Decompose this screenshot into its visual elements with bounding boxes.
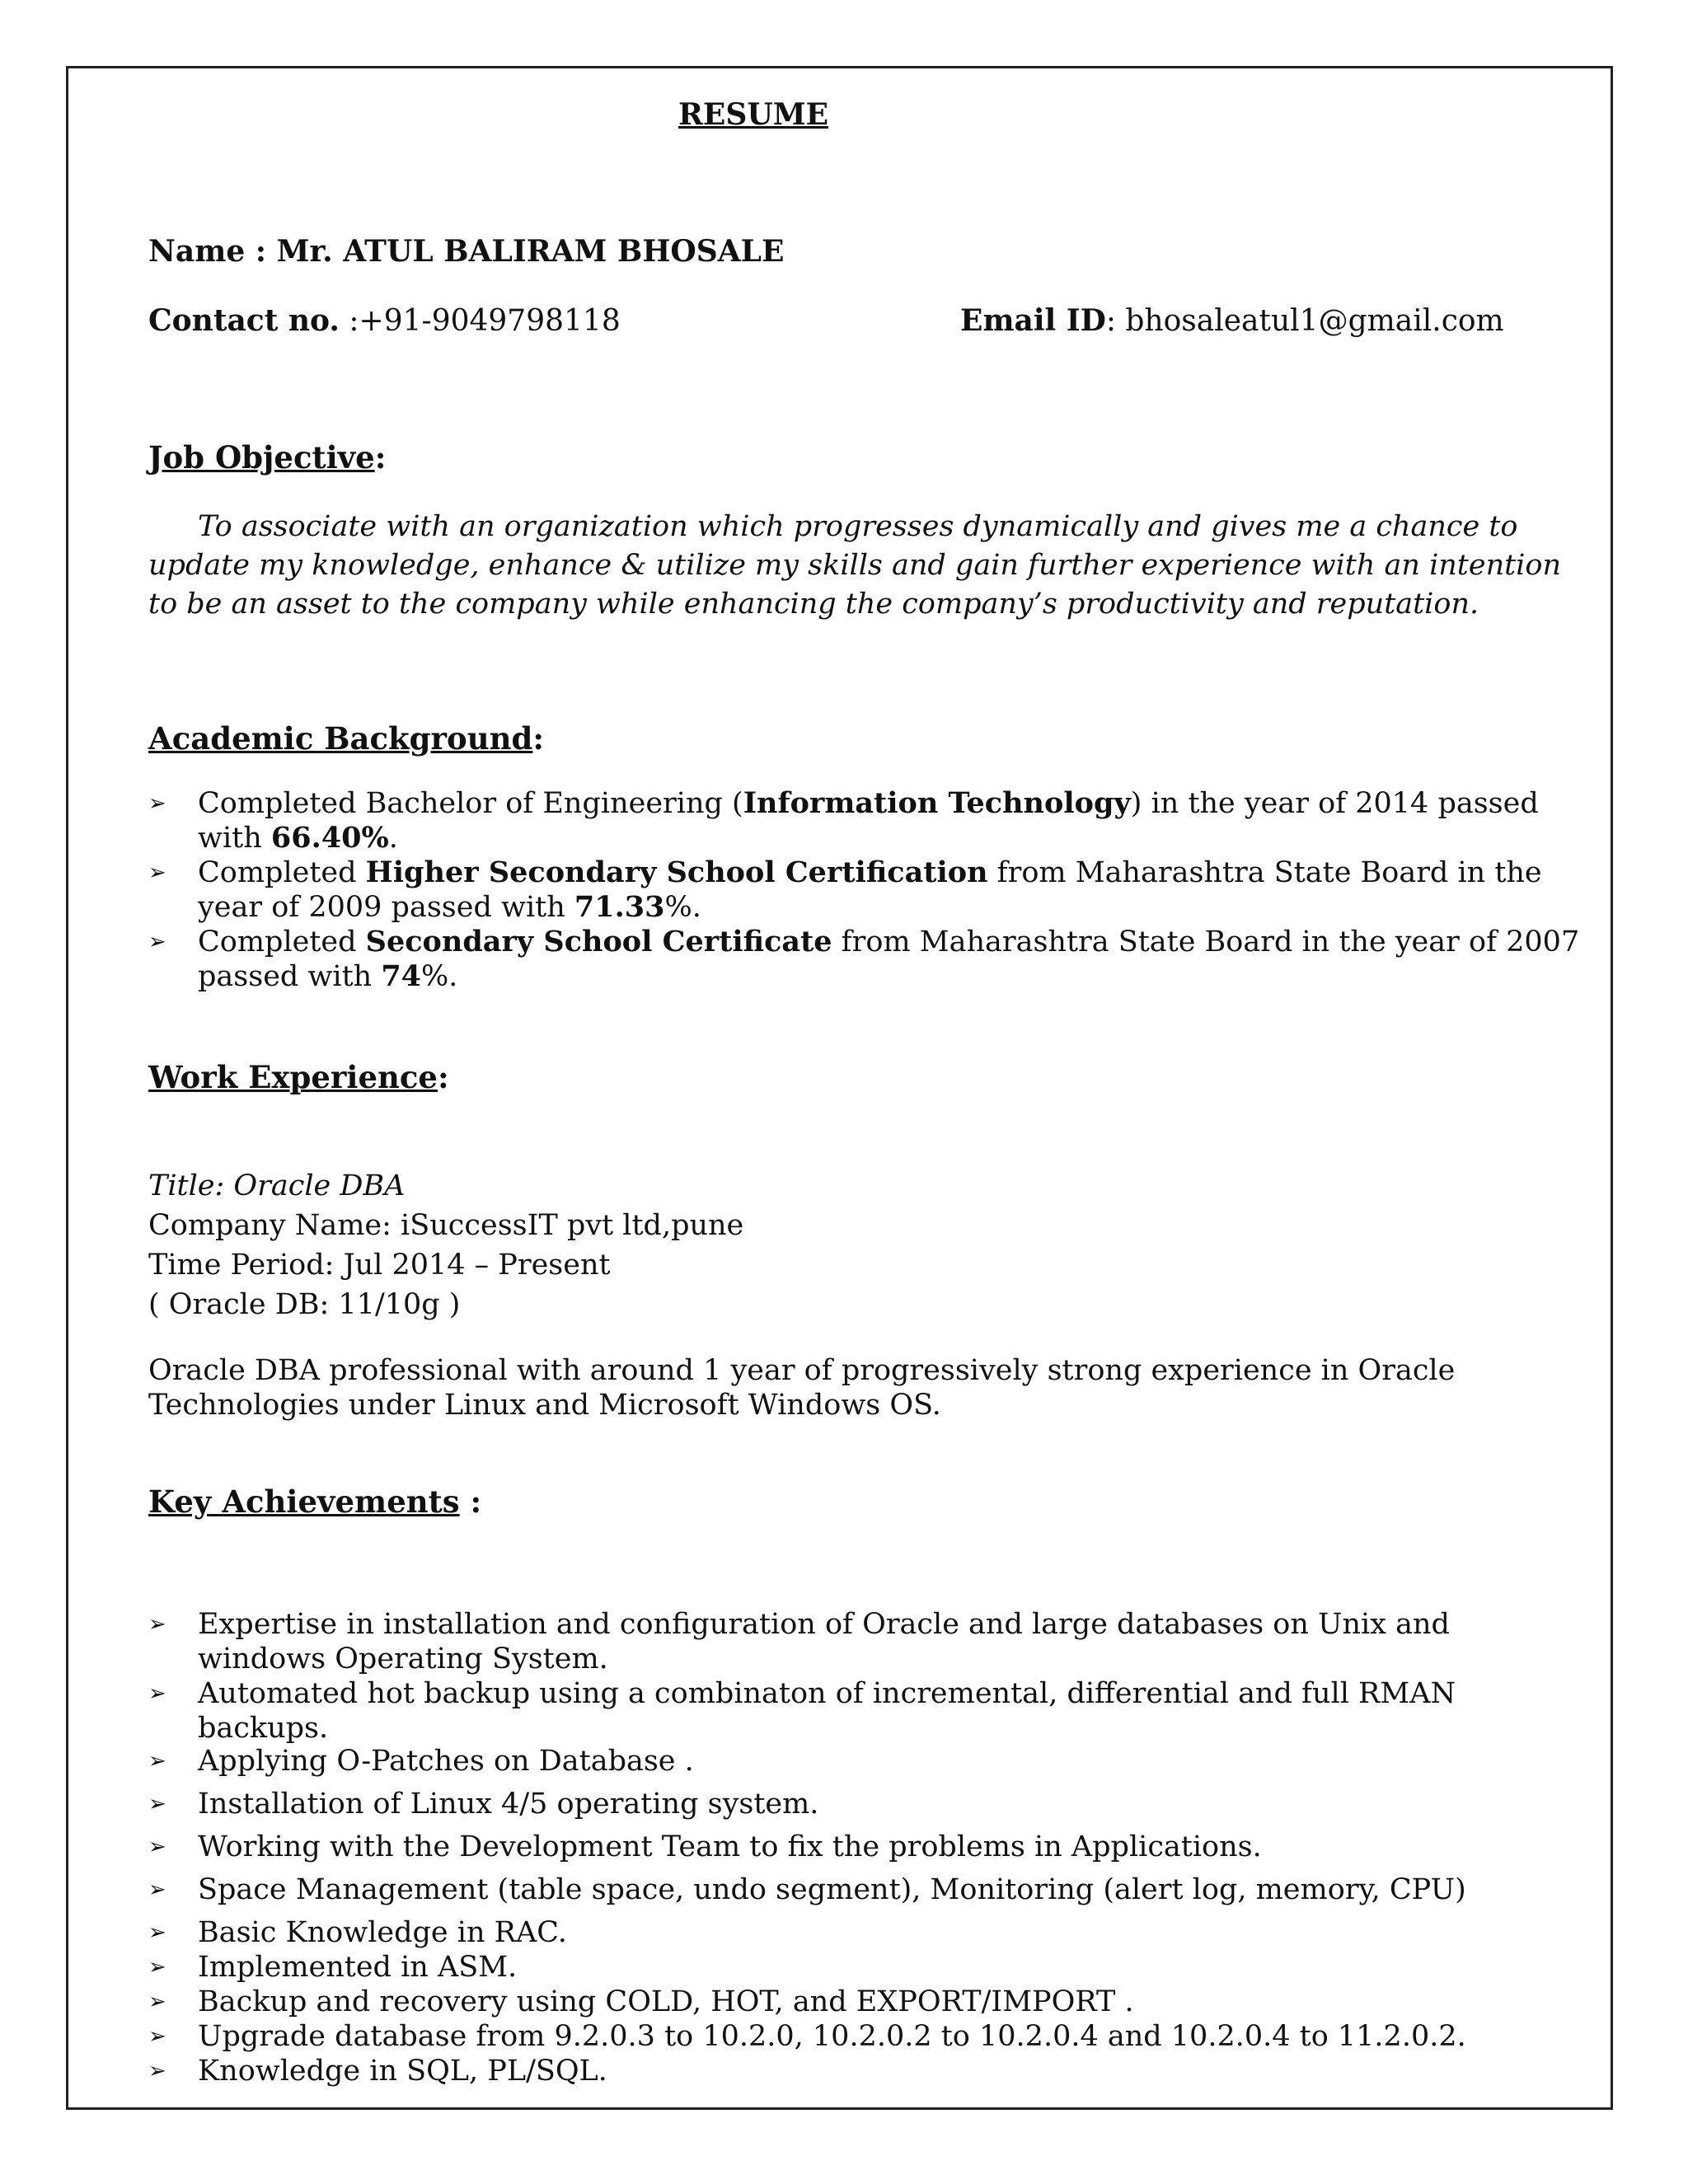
key-achievements-heading-label: Key Achievements xyxy=(148,1483,460,1520)
item-text: ) in the year of 2014 passed with xyxy=(198,787,1539,855)
job-objective-text xyxy=(148,508,1582,624)
contact-value: :+91-9049798118 xyxy=(349,304,621,338)
list-item xyxy=(148,1915,1582,1950)
list-item xyxy=(148,1744,1582,1779)
item-text: from Maharashtra State Board in the year of 2007 passed with xyxy=(198,926,1580,993)
item-bold-text: Higher Secondary School Certification xyxy=(365,855,988,889)
academic-heading xyxy=(148,720,544,757)
item-text: %. xyxy=(421,960,458,993)
list-item xyxy=(148,1950,1582,1985)
arrowhead-bullet-icon: ➢ xyxy=(148,2059,166,2083)
heading-colon: : xyxy=(532,720,545,757)
item-text: Expertise in installation and configuration of Oracle and large databases on Unix and windows Operating System. xyxy=(198,1608,1450,1675)
item-bold-text: Information Technology xyxy=(743,786,1131,820)
item-text: Applying O-Patches on Database . xyxy=(198,1745,694,1778)
key-achievements-heading xyxy=(148,1483,481,1520)
arrowhead-bullet-icon: ➢ xyxy=(148,1955,166,1980)
item-bold-text: 71.33 xyxy=(574,890,665,924)
list-item xyxy=(148,2019,1582,2054)
item-text: Knowledge in SQL, PL/SQL. xyxy=(198,2055,607,2088)
item-text: Completed Bachelor of Engineering ( xyxy=(198,787,743,820)
list-item xyxy=(148,1607,1582,1676)
list-item xyxy=(148,1830,1582,1864)
arrowhead-bullet-icon: ➢ xyxy=(148,1681,166,1706)
arrowhead-bullet-icon: ➢ xyxy=(148,1792,166,1816)
work-summary: Oracle DBA professional with around 1 year of progressively strong experience in Oracle Technologies under Linux and Microsoft Windows OS. xyxy=(148,1354,1456,1422)
item-bold-text: 66.40% xyxy=(270,821,389,855)
time-period: Time Period: Jul 2014 – Present xyxy=(148,1249,611,1282)
item-text: Implemented in ASM. xyxy=(198,1951,518,1984)
name-label: Name : xyxy=(148,234,267,269)
work-experience-heading-label: Work Experience xyxy=(148,1059,438,1095)
item-text: %. xyxy=(664,891,701,924)
job-objective-heading-label: Job Objective xyxy=(148,439,375,476)
arrowhead-bullet-icon: ➢ xyxy=(148,1749,166,1774)
academic-list xyxy=(148,786,1582,994)
item-text: Working with the Development Team to fix the problems in Applications. xyxy=(198,1830,1262,1863)
list-item xyxy=(148,1872,1582,1907)
item-text: Completed xyxy=(198,926,366,958)
list-item xyxy=(148,786,1582,855)
item-text: Installation of Linux 4/5 operating system. xyxy=(198,1788,819,1821)
item-text: Completed xyxy=(198,856,366,889)
achievements-list xyxy=(148,1607,1582,2088)
company-name: Company Name: iSuccessIT pvt ltd,pune xyxy=(148,1209,744,1242)
oracle-db-version: ( Oracle DB: 11/10g ) xyxy=(148,1288,461,1321)
item-text: Space Management (table space, undo segment), Monitoring (alert log, memory, CPU) xyxy=(198,1873,1466,1906)
name-line xyxy=(148,234,784,269)
item-bold-text: 74 xyxy=(381,959,422,993)
email-line xyxy=(960,303,1504,339)
contact-label: Contact no. xyxy=(148,303,340,338)
item-text: . xyxy=(388,822,398,855)
item-text: from Maharashtra State Board in the year of 2009 passed with xyxy=(198,856,1542,924)
arrowhead-bullet-icon: ➢ xyxy=(148,1920,166,1945)
list-item xyxy=(148,1676,1582,1746)
job-objective-body: To associate with an organization which progresses dynamically and gives me a chance to update my knowledge, enhance & utilize my skills and gain further experience with an intention to be an asset to the company while enhancing the company’s productivity and reputation. xyxy=(148,510,1561,621)
contact-line xyxy=(148,303,621,339)
list-item xyxy=(148,925,1582,994)
email-value: : bhosaleatul1@gmail.com xyxy=(1105,304,1504,338)
email-label: Email ID xyxy=(960,303,1106,338)
heading-colon: : xyxy=(437,1059,449,1095)
list-item xyxy=(148,855,1582,925)
arrowhead-bullet-icon: ➢ xyxy=(148,1612,166,1637)
arrowhead-bullet-icon: ➢ xyxy=(148,791,166,816)
arrowhead-bullet-icon: ➢ xyxy=(148,1877,166,1902)
resume-title-text: RESUME xyxy=(678,97,829,132)
work-experience-heading xyxy=(148,1059,449,1095)
item-text: Backup and recovery using COLD, HOT, and EXPORT/IMPORT . xyxy=(198,1985,1134,2018)
arrowhead-bullet-icon: ➢ xyxy=(148,860,166,885)
arrowhead-bullet-icon: ➢ xyxy=(148,1990,166,2014)
item-bold-text: Secondary School Certificate xyxy=(365,925,832,958)
job-objective-heading xyxy=(148,439,386,476)
list-item xyxy=(148,1985,1582,2019)
arrowhead-bullet-icon: ➢ xyxy=(148,930,166,954)
resume-title xyxy=(0,97,1688,132)
heading-colon: : xyxy=(374,439,387,476)
arrowhead-bullet-icon: ➢ xyxy=(148,1835,166,1859)
item-text: Automated hot backup using a combinaton of incremental, differential and full RMAN backups. xyxy=(198,1677,1456,1745)
arrowhead-bullet-icon: ➢ xyxy=(148,2024,166,2049)
item-text: Upgrade database from 9.2.0.3 to 10.2.0, 10.2.0.2 to 10.2.0.4 and 10.2.0.4 to 11.2.0.2. xyxy=(198,2020,1466,2053)
job-title: Title: Oracle DBA xyxy=(148,1169,406,1202)
list-item xyxy=(148,2054,1582,2088)
name-value: Mr. ATUL BALIRAM BHOSALE xyxy=(276,234,785,269)
academic-heading-label: Academic Background xyxy=(148,720,533,757)
item-text: Basic Knowledge in RAC. xyxy=(198,1916,567,1949)
heading-colon: : xyxy=(459,1483,482,1520)
list-item xyxy=(148,1787,1582,1821)
